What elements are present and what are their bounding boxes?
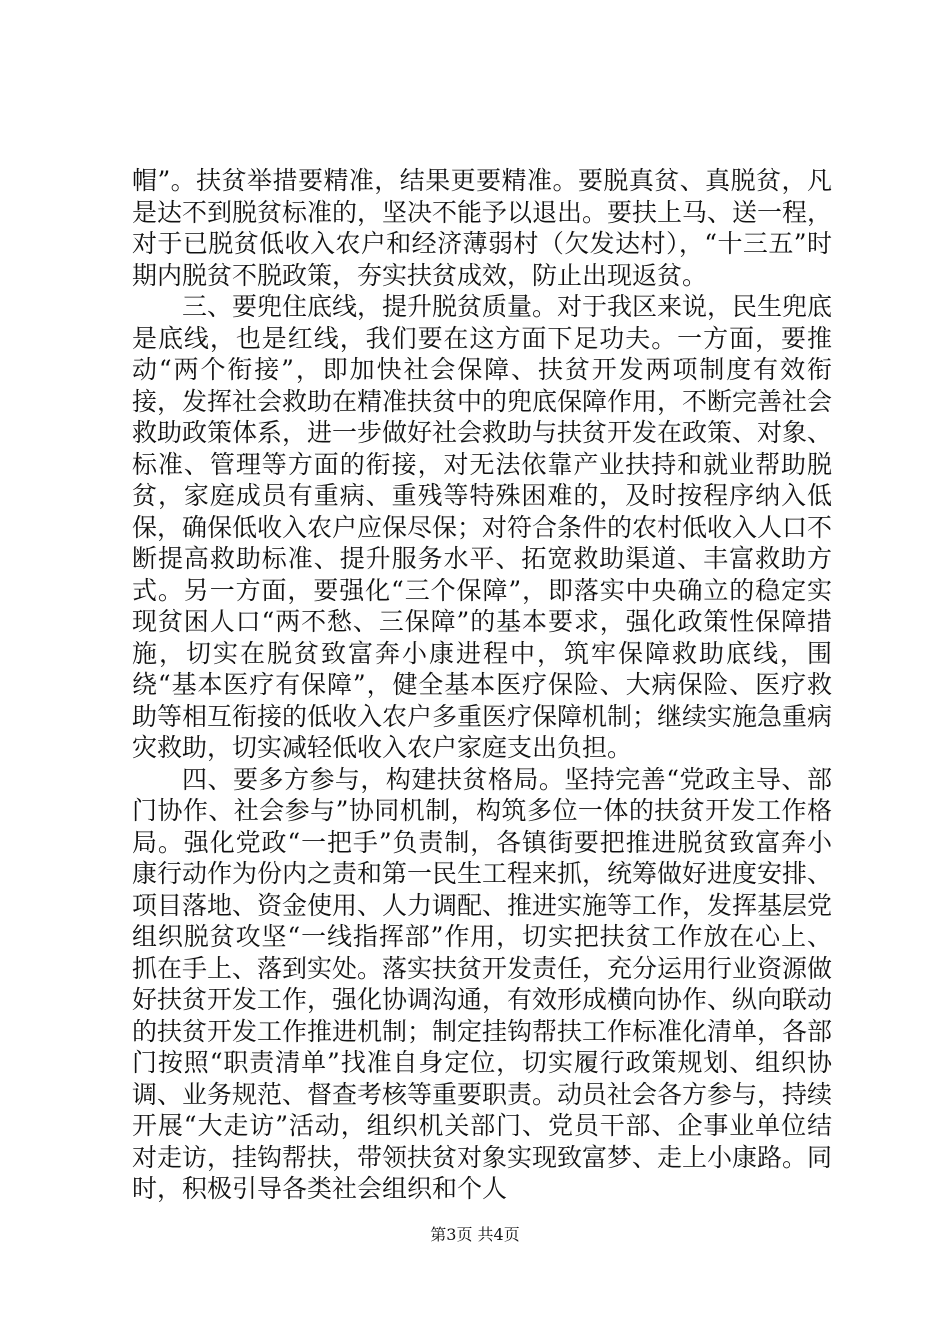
page-number-footer: 第3页 共4页 bbox=[430, 1225, 520, 1244]
paragraph-1: 帽”。扶贫举措要精准，结果更要精准。要脱真贫、真脱贫，凡是达不到脱贫标准的，坚决不能予以退出。要扶上马、送一程，对于已脱贫低收入农户和经济薄弱村（欠发达村），“十三五”时期内脱贫不脱政策，夯实扶贫成效，防止出现返贫。 bbox=[132, 166, 833, 290]
paragraph-2: 三、要兜住底线，提升脱贫质量。对于我区来说，民生兜底是底线，也是红线，我们要在这方面下足功夫。一方面，要推动“两个衔接”，即加快社会保障、扶贫开发两项制度有效衔接，发挥社会救助在精准扶贫中的兜底保障作用，不断完善社会救助政策体系，进一步做好社会救助与扶贫开发在政策、对象、标准、管理等方面的衔接，对无法依靠产业扶持和就业帮助脱贫，家庭成员有重病、重残等特殊困难的，及时按程序纳入低保，确保低收入农户应保尽保；对符合条件的农村低收入人口不断提高救助标准、提升服务水平、拓宽救助渠道、丰富救助方式。另一方面，要强化“三个保障”，即落实中央确立的稳定实现贫困人口“两不愁、三保障”的基本要求，强化政策性保障措施，切实在脱贫致富奔小康进程中，筑牢保障救助底线，围绕“基本医疗有保障”，健全基本医疗保险、大病保险、医疗救助等相互衔接的低收入农户多重医疗保障机制；继续实施急重病灾救助，切实减轻低收入农户家庭支出负担。 bbox=[132, 292, 833, 762]
paragraph-3: 四、要多方参与，构建扶贫格局。坚持完善“党政主导、部门协作、社会参与”协同机制，构筑多位一体的扶贫开发工作格局。强化党政“一把手”负责制，各镇街要把推进脱贫致富奔小康行动作为份内之责和第一民生工程来抓，统筹做好进度安排、项目落地、资金使用、人力调配、推进实施等工作，发挥基层党组织脱贫攻坚“一线指挥部”作用，切实把扶贫工作放在心上、抓在手上、落到实处。落实扶贫开发责任，充分运用行业资源做好扶贫开发工作，强化协调沟通，有效形成横向协作、纵向联动的扶贫开发工作推进机制；制定挂钩帮扶工作标准化清单，各部门按照“职责清单”找准自身定位，切实履行政策规划、组织协调、业务规范、督查考核等重要职责。动员社会各方参与，持续开展“大走访”活动，组织机关部门、党员干部、企事业单位结对走访，挂钩帮扶，带领扶贫对象实现致富梦、走上小康路。同时，积极引导各类社会组织和个人 bbox=[132, 764, 833, 1203]
document-body bbox=[132, 165, 832, 1205]
